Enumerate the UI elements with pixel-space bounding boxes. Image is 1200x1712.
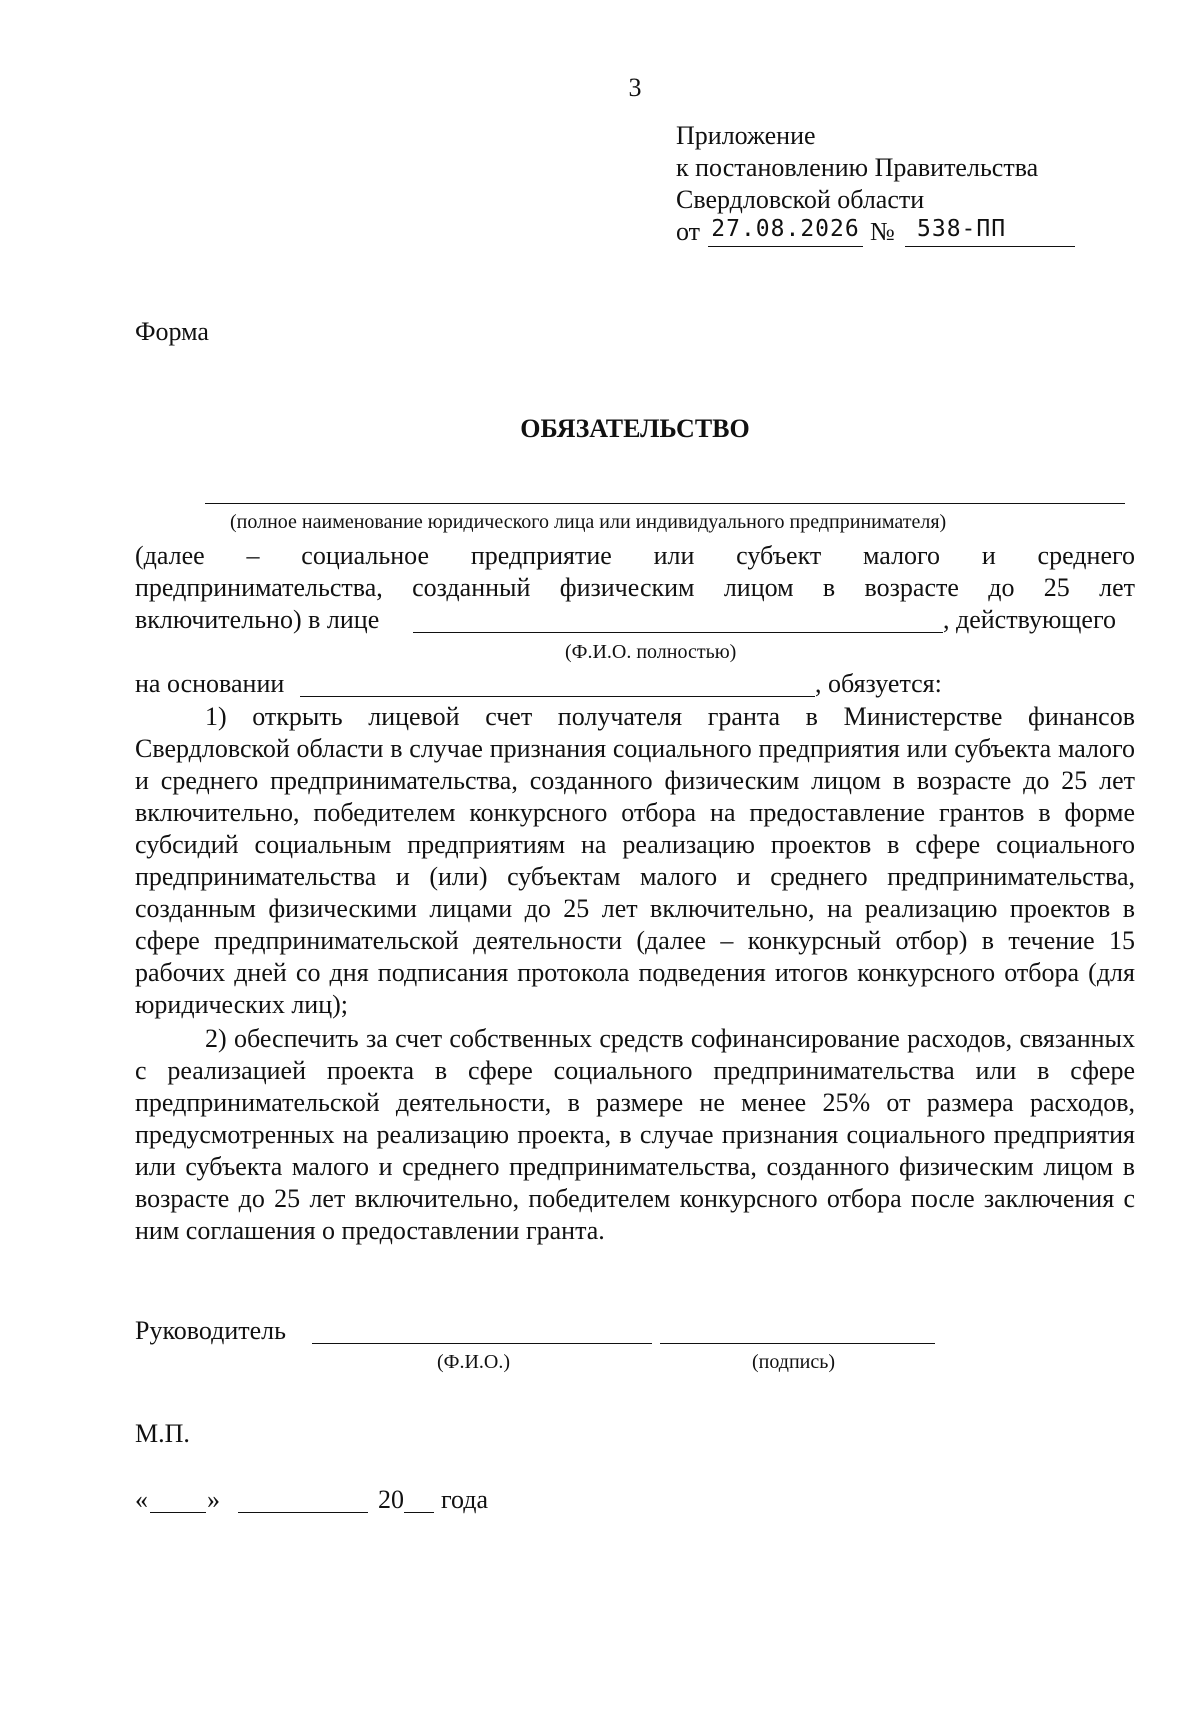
head-signature-line <box>660 1315 935 1344</box>
date-year-suffix: года <box>441 1485 489 1514</box>
appendix-number-value: 538-ПП <box>917 216 1007 242</box>
appendix-date-prefix: от <box>676 217 701 246</box>
basis-line <box>300 668 815 697</box>
representative-fio-caption: (Ф.И.О. полностью) <box>565 641 737 663</box>
date-close-quote: » <box>207 1485 220 1514</box>
page-number: 3 <box>628 73 642 102</box>
appendix-line-1: Приложение <box>676 121 816 150</box>
date-year-prefix: 20 <box>378 1485 404 1514</box>
document-title: ОБЯЗАТЕЛЬСТВО <box>520 414 750 443</box>
intro-line-2: предпринимательства, созданный физическим лицом в возрасте до 25 лет <box>135 573 1135 602</box>
date-year-line <box>404 1484 434 1513</box>
date-month-line <box>238 1484 368 1513</box>
appendix-line-2: к постановлению Правительства <box>676 153 1039 182</box>
org-name-line <box>205 503 1125 504</box>
intro-line-1: (далее – социальное предприятие или субъект малого и среднего <box>135 541 1135 570</box>
date-open-quote: « <box>135 1485 148 1514</box>
appendix-number-field <box>905 216 1075 247</box>
basis-suffix: , обязуется: <box>815 669 942 698</box>
obligation-item-2: 2) обеспечить за счет собственных средств софинансирование расходов, связанных с реализацией проекта в сфере социального предпринимательства или в сфере предпринимательской деятельности, в размере не менее 25% от размера расходов, предусмотренных на реализацию проекта, в случае признания социального предприятия или субъекта малого и среднего предпринимательства, созданного физическим лицом в возрасте до 25 лет включительно, победителем конкурсного отбора после заключения с ним соглашения о предоставлении гранта. <box>135 1024 1135 1245</box>
basis-prefix: на основании <box>135 669 285 698</box>
head-signature-caption: (подпись) <box>752 1351 836 1373</box>
org-name-caption: (полное наименование юридического лица или индивидуального предпринимателя) <box>230 511 947 533</box>
obligation-item-1: 1) открыть лицевой счет получателя гранта в Министерстве финансов Свердловской области в случае признания социального предприятия или субъекта малого и среднего предпринимательства, созданного физическим лицом в возрасте до 25 лет включительно, победителем конкурсного отбора на предоставление грантов в форме субсидий социальным предприятиям на реализацию проектов в сфере социального предпринимательства и (или) субъектам малого и среднего предпринимательства, созданным физическими лицами до 25 лет включительно, на реализацию проектов в сфере предпринимательской деятельности (далее – конкурсный отбор) в течение 15 рабочих дней со дня подписания протокола подведения итогов конкурсного отбора (для юридических лиц); <box>135 702 1135 1019</box>
stamp-label: М.П. <box>135 1419 190 1448</box>
form-label: Форма <box>135 317 209 346</box>
head-fio-line <box>312 1315 652 1344</box>
representative-fio-line <box>413 604 943 633</box>
date-day-line <box>150 1484 206 1513</box>
intro-line-3-prefix: включительно) в лице <box>135 605 380 634</box>
head-fio-caption: (Ф.И.О.) <box>437 1351 511 1373</box>
appendix-date-value: 27.08.2026 <box>711 216 860 242</box>
appendix-line-3: Свердловской области <box>676 185 925 214</box>
appendix-number-prefix: № <box>870 217 895 246</box>
intro-line-3-suffix: , действующего <box>943 605 1116 634</box>
head-label: Руководитель <box>135 1316 286 1345</box>
appendix-date-field <box>708 216 863 247</box>
